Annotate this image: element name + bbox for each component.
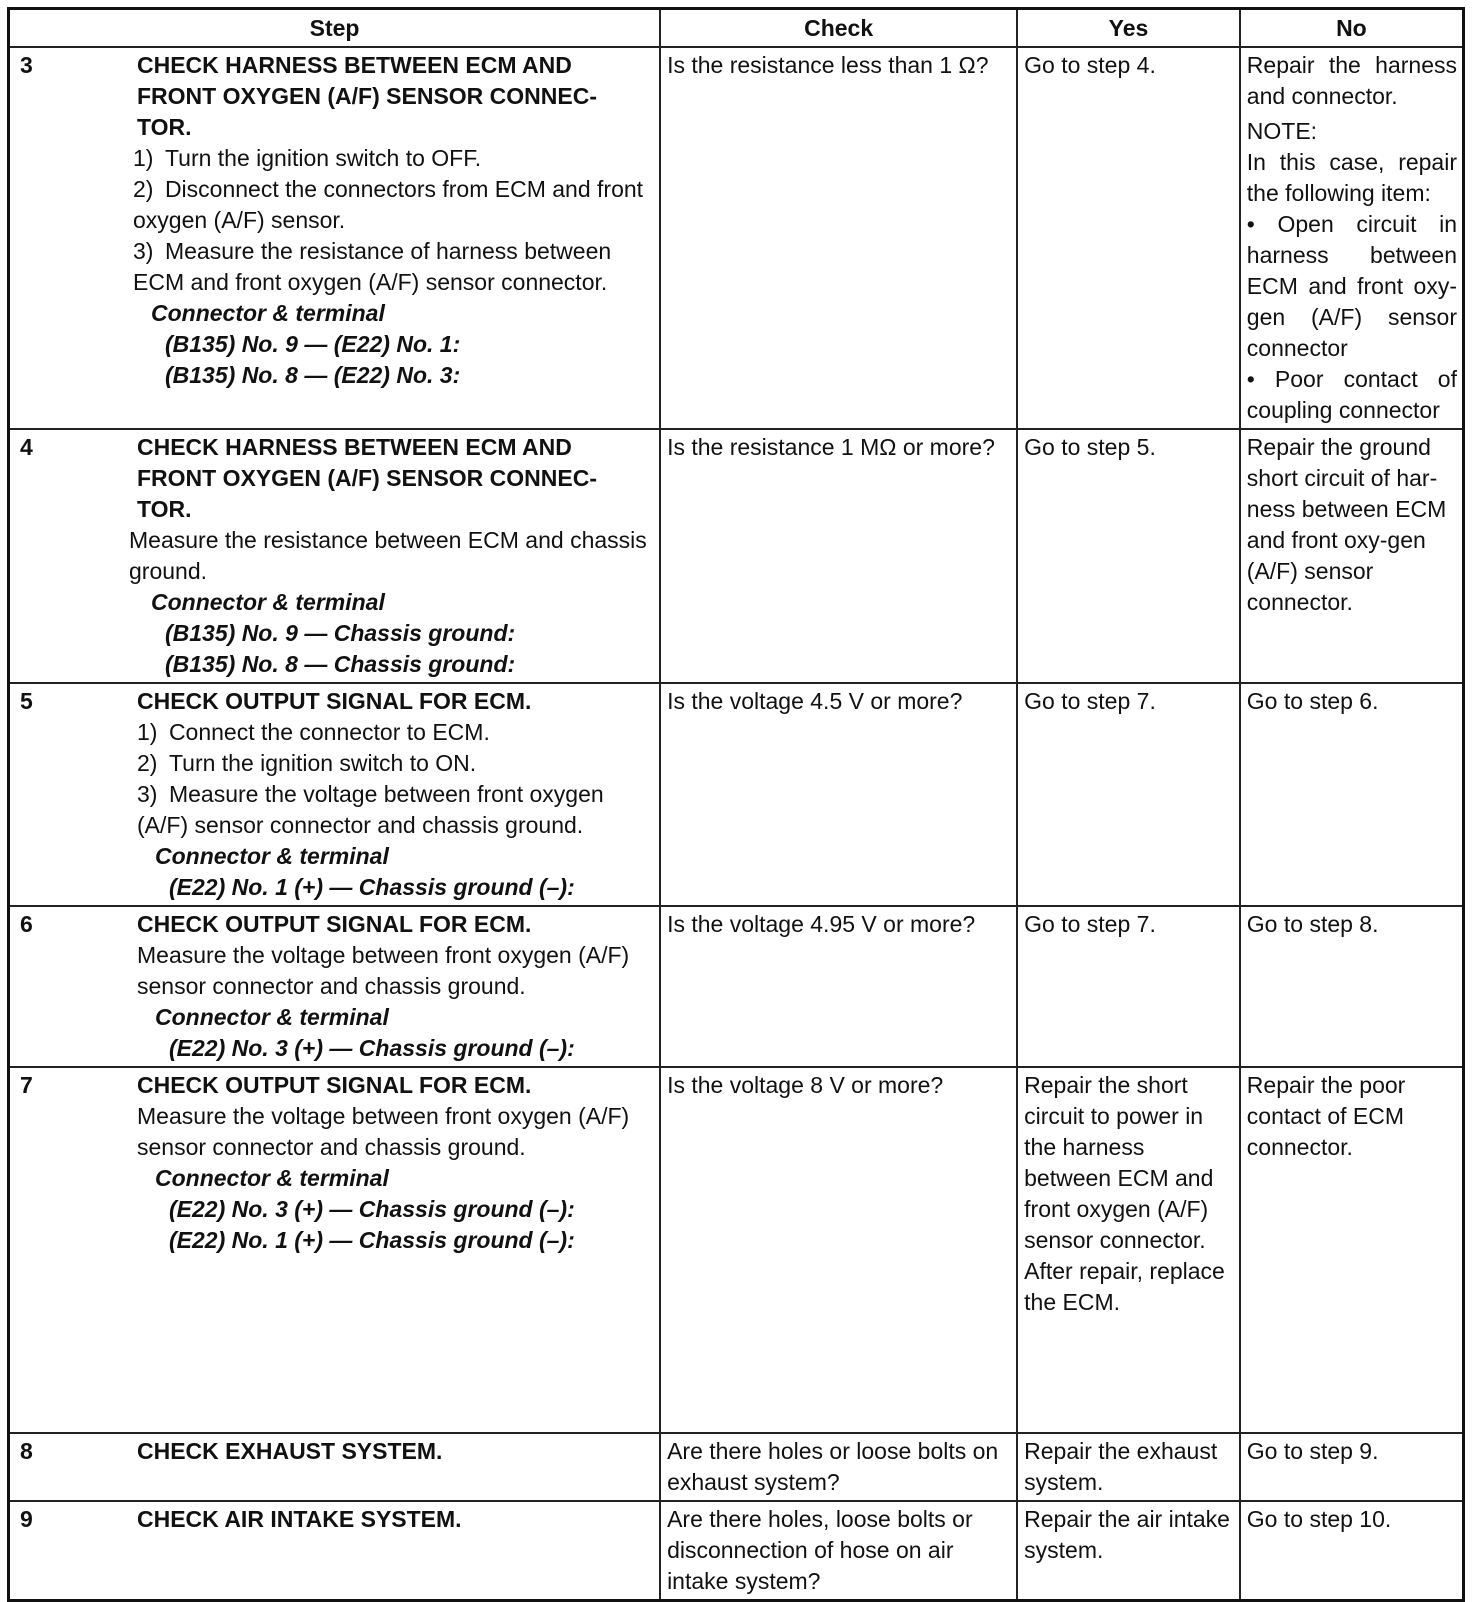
check-cell: Is the voltage 4.5 V or more?	[660, 683, 1017, 906]
step-instruction: 2) Turn the ignition switch to ON.	[137, 750, 477, 776]
no-cell	[1240, 47, 1464, 429]
step-instruction: 1) Connect the connector to ECM.	[137, 719, 490, 745]
connector-label: Connector & terminal	[155, 843, 389, 869]
terminal-spec: (E22) No. 1 (+) — Chassis ground (–):	[169, 874, 575, 900]
no-cell: Repair the poor contact of ECM connector.	[1240, 1067, 1464, 1433]
yes-cell: Repair the exhaust system.	[1017, 1433, 1240, 1501]
no-text: Repair the harness and connector.	[1246, 52, 1457, 109]
no-cell: Go to step 9.	[1240, 1433, 1464, 1501]
terminal-spec: (B135) No. 8 — (E22) No. 3:	[165, 362, 461, 388]
terminal-spec: (B135) No. 9 — Chassis ground:	[165, 620, 516, 646]
table-row	[9, 683, 1464, 906]
terminal-spec: (E22) No. 3 (+) — Chassis ground (–):	[169, 1035, 575, 1061]
table-row	[9, 1433, 1464, 1501]
check-cell: Is the resistance less than 1 Ω?	[660, 47, 1017, 429]
connector-label: Connector & terminal	[155, 1165, 389, 1191]
step-cell	[9, 683, 661, 906]
check-cell: Is the resistance 1 MΩ or more?	[660, 429, 1017, 683]
step-number: 4	[20, 434, 33, 460]
step-instruction: Measure the voltage between front oxygen (A/F) sensor connector and chassis ground.	[137, 942, 630, 999]
step-number: 5	[20, 688, 33, 714]
step-instruction: 1) Turn the ignition switch to OFF.	[133, 145, 482, 171]
step-number: 7	[20, 1072, 33, 1098]
header-step: Step	[9, 9, 661, 48]
yes-cell: Repair the short circuit to power in the harness between ECM and front oxygen (A/F) sensor connector. After repair, replace the ECM.	[1017, 1067, 1240, 1433]
step-cell	[9, 47, 661, 429]
step-title: CHECK OUTPUT SIGNAL FOR ECM.	[137, 688, 532, 714]
table-row	[9, 47, 1464, 429]
terminal-spec: (E22) No. 3 (+) — Chassis ground (–):	[169, 1196, 575, 1222]
header-check: Check	[660, 9, 1017, 48]
step-cell	[9, 429, 661, 683]
check-cell: Is the voltage 4.95 V or more?	[660, 906, 1017, 1067]
diagnostic-table	[7, 7, 1465, 1602]
step-cell	[9, 1433, 661, 1501]
yes-cell: Go to step 7.	[1017, 906, 1240, 1067]
step-number: 6	[20, 911, 33, 937]
note-bullet: • Open circuit in harness between ECM and front oxy-gen (A/F) sensor connector	[1246, 211, 1457, 361]
step-title: CHECK HARNESS BETWEEN ECM AND FRONT OXYGEN (A/F) SENSOR CONNEC-TOR.	[137, 52, 598, 140]
terminal-spec: (E22) No. 1 (+) — Chassis ground (–):	[169, 1227, 575, 1253]
note-text: In this case, repair the following item:	[1246, 149, 1457, 206]
yes-cell: Go to step 5.	[1017, 429, 1240, 683]
yes-cell: Go to step 4.	[1017, 47, 1240, 429]
no-cell: Repair the ground short circuit of har-ness between ECM and front oxy-gen (A/F) sensor connector.	[1240, 429, 1464, 683]
step-cell	[9, 1067, 661, 1433]
table-row	[9, 429, 1464, 683]
table-header-row	[9, 9, 1464, 48]
step-title: CHECK OUTPUT SIGNAL FOR ECM.	[137, 1072, 532, 1098]
step-instruction: 3) Measure the voltage between front oxygen (A/F) sensor connector and chassis ground.	[137, 781, 604, 838]
step-instruction: 3) Measure the resistance of harness between ECM and front oxygen (A/F) sensor connector.	[133, 238, 612, 295]
table-row	[9, 906, 1464, 1067]
check-cell: Are there holes, loose bolts or disconnection of hose on air intake system?	[660, 1501, 1017, 1601]
no-cell: Go to step 6.	[1240, 683, 1464, 906]
step-title: CHECK EXHAUST SYSTEM.	[137, 1438, 443, 1464]
table-row	[9, 1067, 1464, 1433]
no-cell: Go to step 8.	[1240, 906, 1464, 1067]
header-no: No	[1240, 9, 1464, 48]
yes-cell: Repair the air intake system.	[1017, 1501, 1240, 1601]
no-cell: Go to step 10.	[1240, 1501, 1464, 1601]
step-cell	[9, 1501, 661, 1601]
note-label: NOTE:	[1246, 118, 1318, 144]
step-title: CHECK AIR INTAKE SYSTEM.	[137, 1506, 462, 1532]
step-instruction: 2) Disconnect the connectors from ECM and front oxygen (A/F) sensor.	[133, 176, 644, 233]
check-cell: Are there holes or loose bolts on exhaust system?	[660, 1433, 1017, 1501]
step-title: CHECK HARNESS BETWEEN ECM AND FRONT OXYGEN (A/F) SENSOR CONNEC-TOR.	[137, 434, 598, 522]
connector-label: Connector & terminal	[155, 1004, 389, 1030]
connector-label: Connector & terminal	[151, 300, 385, 326]
yes-cell: Go to step 7.	[1017, 683, 1240, 906]
check-cell: Is the voltage 8 V or more?	[660, 1067, 1017, 1433]
terminal-spec: (B135) No. 8 — Chassis ground:	[165, 651, 516, 677]
connector-label: Connector & terminal	[151, 589, 385, 615]
terminal-spec: (B135) No. 9 — (E22) No. 1:	[165, 331, 461, 357]
step-number: 3	[20, 52, 33, 78]
step-instruction: Measure the voltage between front oxygen (A/F) sensor connector and chassis ground.	[137, 1103, 630, 1160]
step-instruction: Measure the resistance between ECM and chassis ground.	[129, 527, 647, 584]
header-yes: Yes	[1017, 9, 1240, 48]
table-row	[9, 1501, 1464, 1601]
step-number: 9	[20, 1506, 33, 1532]
step-number: 8	[20, 1438, 33, 1464]
step-cell	[9, 906, 661, 1067]
step-title: CHECK OUTPUT SIGNAL FOR ECM.	[137, 911, 532, 937]
note-bullet: • Poor contact of coupling connector	[1246, 366, 1457, 423]
